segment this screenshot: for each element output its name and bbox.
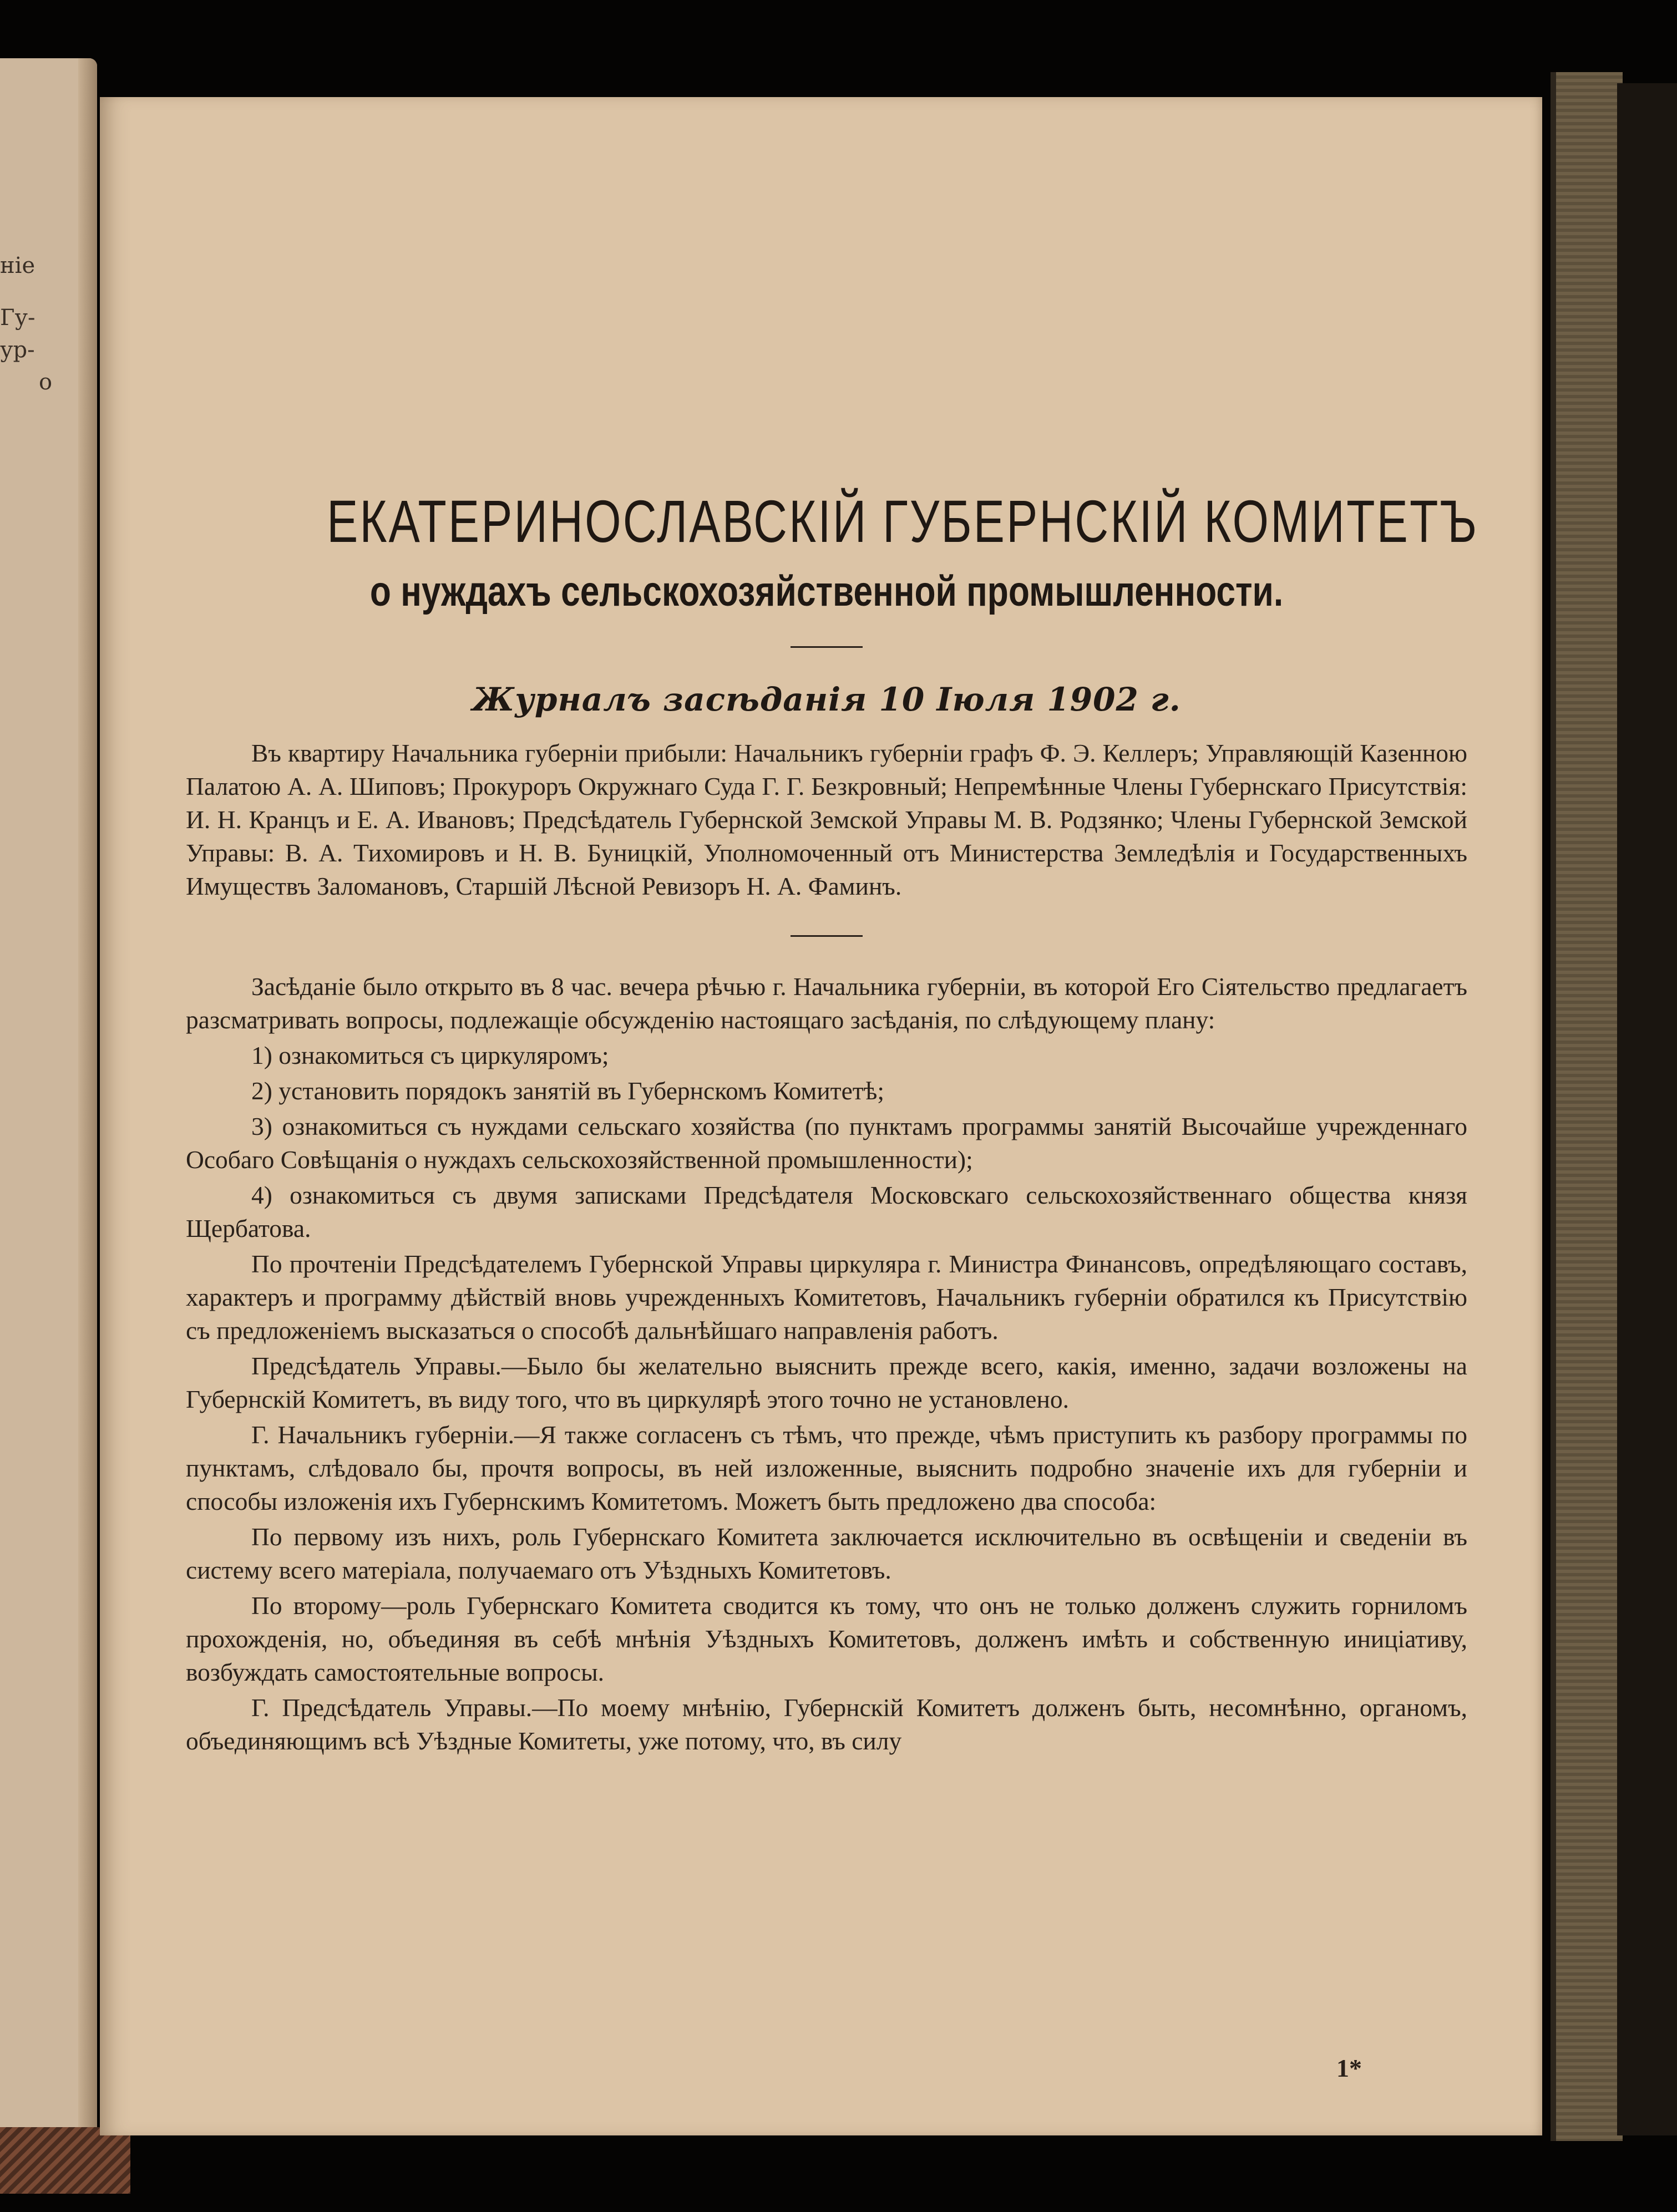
document-page — [100, 97, 1542, 2135]
paragraph: По прочтеніи Предсѣдателемъ Губернской Управы циркуляра г. Министра Финансовъ, опредѣляющаго составъ, характеръ и программу дѣйствій вновь учрежденныхъ Комитетовъ, Начальникъ губерніи обратился къ Присутствію съ предложеніемъ высказаться о способѣ дальнѣйшаго направленія работъ. — [186, 1250, 1467, 1345]
paragraph: По первому изъ нихъ, роль Губернскаго Комитета заключается исключительно въ освѣщеніи и сведеніи въ систему всего матеріала, получаемаго отъ Уѣздныхъ Комитетовъ. — [186, 1523, 1467, 1584]
paragraph: 1) ознакомиться съ циркуляромъ; — [251, 1041, 609, 1069]
left-facing-page — [0, 58, 97, 2144]
paragraph: 4) ознакомиться съ двумя записками Предсѣдателя Московскаго сельскохозяйственнаго общества князя Щербатова. — [186, 1181, 1467, 1242]
paragraph: 3) ознакомиться съ нуждами сельскаго хозяйства (по пунктамъ программы занятій Высочайше учрежденнаго Особаго Совѣщанія о нуждахъ сельскохозяйственной промышленности); — [186, 1112, 1467, 1174]
left-page-text-fragments — [0, 250, 52, 398]
cover-edge — [1617, 83, 1677, 2135]
paragraph: Г. Начальникъ губерніи.—Я также согласенъ съ тѣмъ, что прежде, чѣмъ приступить къ разбору программы по пунктамъ, слѣдовало бы, прочтя вопросы, въ ней изложенные, выяснить подробно значеніе ихъ для губерніи и способы изложенія ихъ Губернскимъ Комитетомъ. Можетъ быть предложено два способа: — [186, 1420, 1467, 1515]
document-subtitle: о нуждахъ сельскохозяйственной промышленности. — [369, 568, 1284, 615]
page-gutter-shadow — [78, 58, 97, 2144]
document-title: ЕКАТЕРИНОСЛАВСКІЙ ГУБЕРНСКІЙ КОМИТЕТЪ — [327, 488, 1479, 555]
page-number: 1* — [1336, 2054, 1362, 2082]
paragraph: Предсѣдатель Управы.—Было бы желательно выяснить прежде всего, какія, именно, задачи возложены на Губернскій Комитетъ, въ виду того, что въ циркулярѣ этого точно не установлено. — [186, 1352, 1467, 1413]
paragraph: Засѣданіе было открыто въ 8 час. вечера рѣчью г. Начальника губерніи, въ которой Его Сіятельство предлагаетъ разсматривать вопросы, подлежащіе обсужденію настоящаго засѣданія, по слѣдующему плану: — [186, 972, 1467, 1034]
journal-heading: Журналъ засѣданія 10 Іюля 1902 г. — [472, 681, 1181, 718]
book-cover-board — [1551, 72, 1623, 2141]
left-fragment: ніе — [0, 253, 36, 278]
left-fragment: о — [39, 369, 53, 395]
attendees-text: Въ квартиру Начальника губерніи прибыли: Начальникъ губерніи графъ Ф. Э. Келлеръ; Управляющій Казенною Палатою А. А. Шиповъ; Прокуроръ Окружнаго Суда Г. Г. Безкровный; Непремѣнные Члены Губернскаго Присутствія: И. Н. Кранцъ и Е. А. Ивановъ; Предсѣдатель Губернской Земской Управы М. В. Родзянко; Члены Губернской Земской Управы: В. А. Тихомировъ и Н. В. Буницкій, Уполномоченный отъ Министерства Земледѣлія и Государственныхъ Имуществъ Заломановъ, Старшій Лѣсной Ревизоръ Н. А. Фаминъ. — [186, 739, 1467, 900]
paragraph: По второму—роль Губернскаго Комитета сводится къ тому, что онъ не только долженъ служить горниломъ прохожденія, но, объединяя въ себѣ мнѣнія Уѣздныхъ Комитетовъ, долженъ имѣть и собственную иниціативу, возбуждать самостоятельные вопросы. — [186, 1591, 1467, 1686]
left-fragment: ур- — [0, 337, 35, 363]
left-fragment: Гу- — [0, 305, 36, 331]
binding-spine — [0, 2127, 130, 2194]
paragraph: 2) установить порядокъ занятій въ Губернскомъ Комитетѣ; — [251, 1077, 884, 1105]
attendees-paragraph — [186, 737, 1467, 903]
divider-rule — [791, 935, 863, 937]
page-content — [186, 485, 1479, 1760]
session-text — [186, 970, 1467, 1758]
paragraph: Г. Предсѣдатель Управы.—По моему мнѣнію, Губернскій Комитетъ долженъ быть, несомнѣнно, органомъ, объединяющимъ всѣ Уѣздные Комитеты, уже потому, что, въ силу — [186, 1693, 1467, 1755]
divider-rule — [791, 646, 863, 648]
